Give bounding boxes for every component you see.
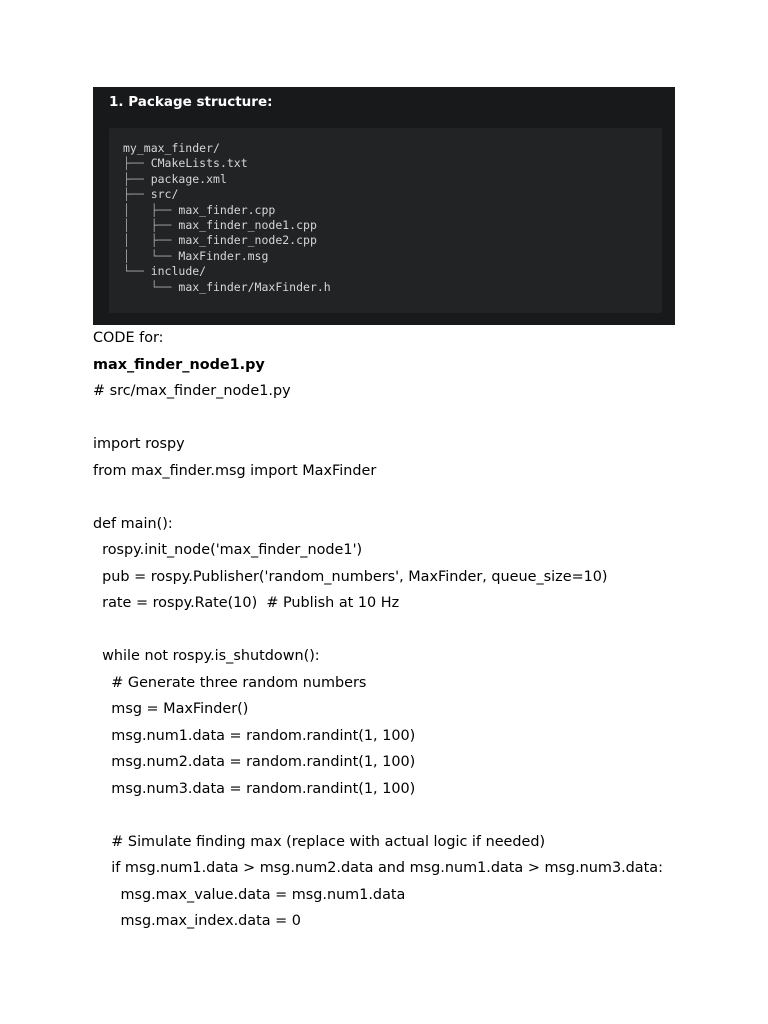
tree-line [123,249,662,264]
blank-line [93,802,683,829]
code-line: msg.max_index.data = 0 [93,913,301,929]
code-line: while not rospy.is_shutdown(): [93,648,320,664]
tree-line [123,203,662,218]
tree-guide: ├── [123,171,151,186]
tree-line [123,218,662,233]
tree-line [123,233,662,248]
tree-guide: │ ├── [123,202,179,217]
tree-entry: max_finder/MaxFinder.h [178,279,331,294]
tree-line [123,187,662,202]
code-line: msg.num1.data = random.randint(1, 100) [93,727,416,744]
code-line: # src/max_finder_node1.py [93,383,291,399]
document-page [93,87,683,935]
code-line: rospy.init_node('max_finder_node1') [93,542,363,558]
blank-line [93,617,683,644]
tree-entry: my_max_finder/ [123,141,220,155]
tree-line [123,141,662,156]
tree-line [123,172,662,187]
code-line: rate = rospy.Rate(10) # Publish at 10 Hz [93,595,400,611]
package-structure-screenshot [93,87,675,325]
directory-tree-panel [109,128,662,313]
tree-entry: max_finder_node2.cpp [178,233,317,248]
tree-guide: └── [123,279,179,294]
tree-entry: max_finder_node1.cpp [178,218,317,233]
code-line: msg.max_value.data = msg.num1.data [93,886,406,903]
tree-line [123,280,662,295]
blank-line [93,484,683,511]
tree-guide: ├── [123,156,151,171]
code-line: msg.num2.data = random.randint(1, 100) [93,754,416,770]
screenshot-title: 1. Package structure: [109,94,273,110]
code-heading-label: CODE for: [93,330,164,346]
code-line: msg = MaxFinder() [93,701,249,717]
code-line: # Generate three random numbers [93,674,367,691]
tree-guide: └── [123,264,151,279]
tree-entry: CMakeLists.txt [150,156,248,171]
blank-line [93,405,683,432]
code-line: # Simulate finding max (replace with actual logic if needed) [93,833,546,850]
code-line: from max_finder.msg import MaxFinder [93,462,377,479]
tree-guide: │ ├── [123,218,179,233]
code-line: import rospy [93,436,185,452]
tree-entry: package.xml [150,171,227,186]
document-body [93,325,683,935]
tree-guide: │ └── [123,248,179,263]
tree-entry: MaxFinder.msg [178,248,269,263]
tree-entry: max_finder.cpp [178,202,276,217]
tree-line [123,156,662,171]
tree-guide: ├── [123,187,151,202]
code-filename-heading: max_finder_node1.py [93,356,265,373]
code-line: if msg.num1.data > msg.num2.data and msg.num1.data > msg.num3.data: [93,860,663,876]
tree-line [123,264,662,279]
tree-entry: src/ [150,187,179,202]
tree-guide: │ ├── [123,233,179,248]
code-line: def main(): [93,515,173,532]
code-line: msg.num3.data = random.randint(1, 100) [93,780,416,797]
code-line: pub = rospy.Publisher('random_numbers', MaxFinder, queue_size=10) [93,568,608,585]
tree-entry: include/ [150,264,207,279]
